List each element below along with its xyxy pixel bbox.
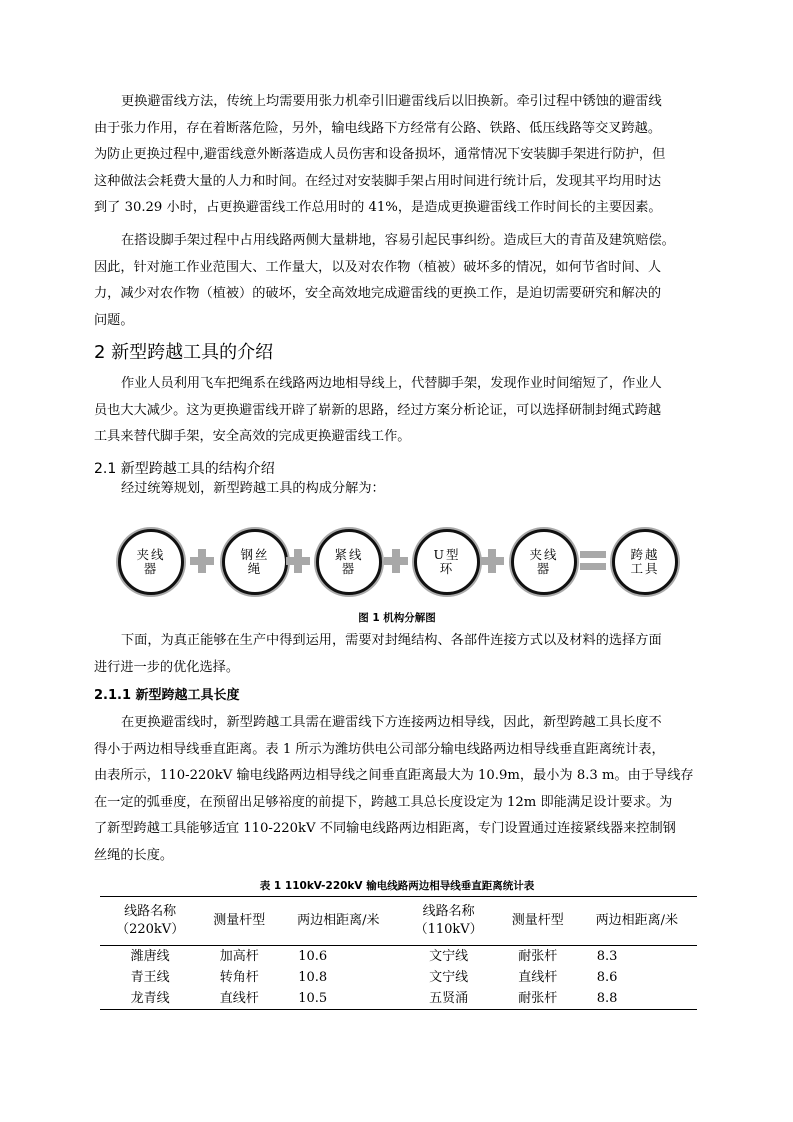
plus-icon	[384, 549, 408, 573]
table-cell: 耐张杆	[499, 988, 577, 1010]
text-line: 问题。	[94, 312, 134, 328]
text-line: 由于张力作用，存在着断落危险，另外，输电线路下方经常有公路、铁路、低压线路等交叉跨越。	[94, 120, 662, 136]
header-text: 线路名称	[124, 904, 177, 919]
plus-icon	[286, 549, 310, 573]
node-label	[237, 548, 273, 576]
table-cell: 青王线	[130, 970, 170, 985]
header-text: （220kV）	[116, 922, 185, 937]
table-cell: 8.8	[577, 988, 697, 1010]
node-label-bottom: 器	[143, 561, 159, 576]
header-distance: 两边相距离/米	[577, 897, 697, 946]
text-line: 丝绳的长度。	[94, 847, 174, 863]
table-cell: 10.5	[278, 988, 398, 1010]
intro-paragraph-2	[94, 228, 700, 334]
table-cell: 耐张杆	[518, 949, 558, 964]
text-line: 在搭设脚手架过程中占用线路两侧大量耕地，容易引起民事纠纷。造成巨大的青苗及建筑赔偿。	[121, 233, 675, 248]
table-cell: 龙青线	[100, 988, 200, 1010]
header-line-name-110	[398, 897, 498, 946]
node-label	[526, 548, 562, 576]
intro-paragraph-1	[94, 89, 700, 222]
text-line: 下面，为真正能够在生产中得到运用，需要对封绳结构、各部件连接方式以及材料的选择方面	[121, 633, 662, 648]
node-label-bottom: 器	[536, 561, 552, 576]
node-label	[429, 548, 465, 576]
text-line: 这种做法会耗费大量的人力和时间。在经过对安装脚手架占用时间进行统计后，发现其平均用时达	[94, 173, 662, 189]
node-label-top: U型	[433, 547, 461, 562]
section2-paragraph	[94, 371, 700, 451]
header-line-name-220	[100, 897, 200, 946]
subsection-heading: 2.1 新型跨越工具的结构介绍	[94, 461, 275, 477]
equals-icon	[580, 551, 606, 571]
text-line: 得小于两边相导线垂直距离。表 1 所示为潍坊供电公司部分输电线路两边相导线垂直距离统计表，	[94, 741, 665, 757]
after-figure-paragraph	[94, 628, 700, 681]
header-text: 线路名称	[422, 904, 475, 919]
node-label-top: 夹线	[529, 547, 559, 562]
distance-table	[100, 896, 697, 1010]
text-line: 在一定的弧垂度，在预留出足够裕度的前提下，跨越工具总长度设定为 12m 即能满足设计要求。为	[94, 794, 673, 810]
node-label-bottom: 器	[341, 561, 357, 576]
text-line: 在更换避雷线时，新型跨越工具需在避雷线下方连接两边相导线，因此，新型跨越工具长度不	[121, 715, 662, 730]
header-pole-type: 测量杆型	[499, 897, 577, 946]
table-cell: 8.6	[596, 970, 618, 985]
node-label	[331, 548, 367, 576]
table-cell: 10.8	[298, 970, 328, 985]
structure-diagram	[118, 525, 678, 597]
table-caption: 表 1 110kV-220kV 输电线路两边相导线垂直距离统计表	[259, 880, 535, 892]
node-label	[627, 548, 663, 576]
node-label-bottom: 绳	[247, 561, 263, 576]
node-label-top: 夹线	[136, 547, 166, 562]
table-cell: 加高杆	[219, 949, 259, 964]
node-label-top: 钢丝	[240, 547, 270, 562]
diagram-node-wire-rope	[222, 529, 288, 595]
text-line: 员也大大减少。这为更换避雷线开辟了崭新的思路，经过方案分析论证，可以选择研制封绳式跨越	[94, 402, 662, 418]
header-text: （110kV）	[414, 922, 483, 937]
table-cell: 文宁线	[429, 970, 469, 985]
table-cell: 文宁线	[429, 949, 469, 964]
diagram-node-crossing-tool	[612, 529, 678, 595]
diagram-node-clamp-2	[511, 529, 577, 595]
node-label	[133, 548, 169, 576]
table-row	[100, 967, 697, 988]
table-cell: 五贤涌	[398, 988, 498, 1010]
section21-paragraph	[94, 476, 700, 503]
node-label-top: 跨越	[630, 547, 660, 562]
text-line: 了新型跨越工具能够适宜 110-220kV 不同输电线路两边相距离，专门设置通过连接紧线器来控制钢	[94, 821, 676, 836]
table-cell: 转角杆	[219, 970, 259, 985]
text-line: 到了 30.29 小时，占更换避雷线工作总用时的 41%，是造成更换避雷线工作时间长的主要因素。	[94, 200, 662, 215]
section-heading: 2 新型跨越工具的介绍	[94, 342, 274, 363]
table-cell: 10.6	[298, 949, 328, 964]
text-line: 经过统筹规划，新型跨越工具的构成分解为：	[121, 481, 385, 496]
table-cell: 直线杆	[200, 988, 278, 1010]
diagram-node-tensioner	[316, 529, 382, 595]
diagram-node-u-ring	[414, 529, 480, 595]
diagram-node-clamp	[118, 529, 184, 595]
table-cell: 潍唐线	[130, 949, 170, 964]
plus-icon	[480, 549, 504, 573]
node-label-bottom: 工具	[630, 561, 660, 576]
header-pole-type: 测量杆型	[200, 897, 278, 946]
text-line: 为防止更换过程中,避雷线意外断落造成人员伤害和设备损坏，通常情况下安装脚手架进行防护，但	[94, 147, 666, 162]
figure-caption: 图 1 机构分解图	[358, 612, 436, 624]
node-label-top: 紧线	[334, 547, 364, 562]
table-cell: 直线杆	[518, 970, 558, 985]
text-line: 作业人员利用飞车把绳系在线路两边地相导线上，代替脚手架，发现作业时间缩短了，作业人	[121, 376, 662, 391]
section211-paragraph	[94, 710, 700, 869]
table-row	[100, 946, 697, 968]
text-line: 力，减少对农作物（植被）的破坏，安全高效地完成避雷线的更换工作，是迫切需要研究和解决的	[94, 286, 662, 301]
text-line: 因此，针对施工作业范围大、工作量大，以及对农作物（植被）破坏多的情况，如何节省时间、人	[94, 259, 662, 275]
text-line: 由表所示，110-220kV 输电线路两边相导线之间垂直距离最大为 10.9m，最小为 8.3 m。由于导线存	[94, 768, 694, 783]
header-distance: 两边相距离/米	[278, 897, 398, 946]
table-row	[100, 988, 697, 1010]
text-line: 进行进一步的优化选择。	[94, 659, 240, 675]
text-line: 更换避雷线方法，传统上均需要用张力机牵引旧避雷线后以旧换新。牵引过程中锈蚀的避雷线	[121, 94, 662, 109]
node-label-bottom: 环	[439, 561, 455, 576]
plus-icon	[190, 549, 214, 573]
table-header-row	[100, 897, 697, 946]
table-cell: 8.3	[596, 949, 618, 964]
text-line: 工具来替代脚手架，安全高效的完成更换避雷线工作。	[94, 429, 411, 444]
subsubsection-heading: 2.1.1 新型跨越工具长度	[94, 688, 240, 703]
